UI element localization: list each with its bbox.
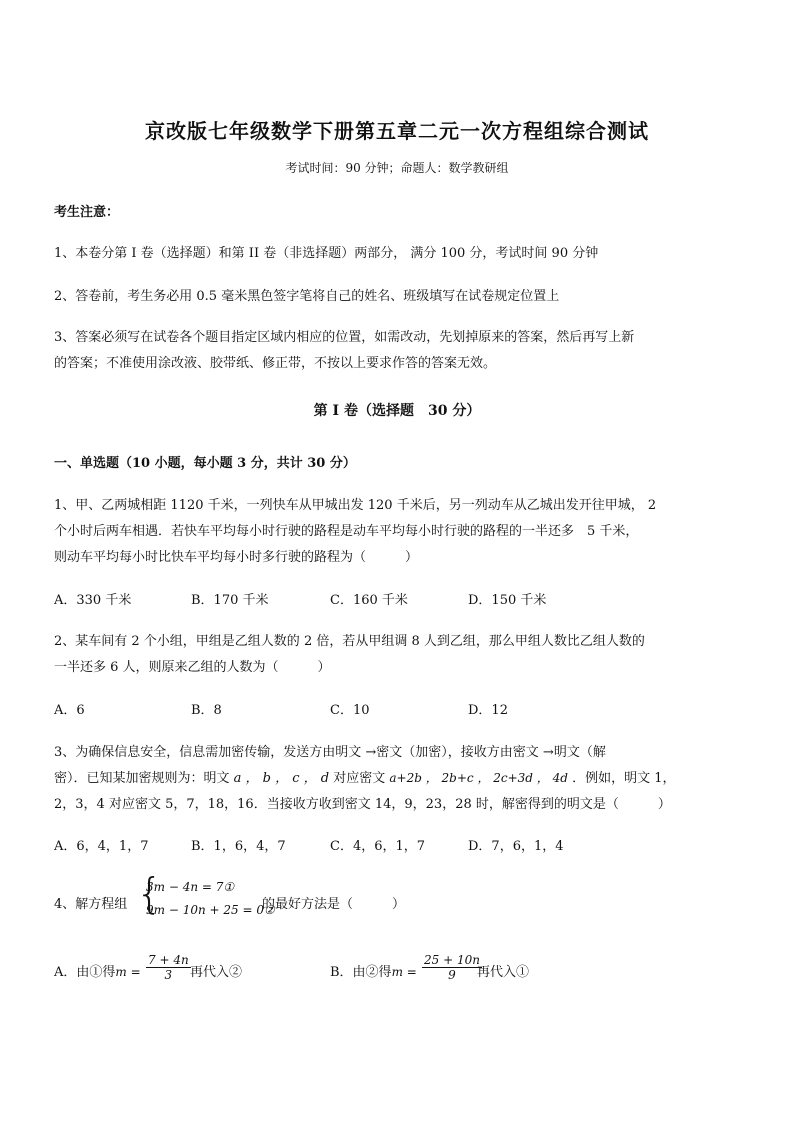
q4-option-b-suffix: 再代入① bbox=[477, 965, 530, 980]
q1-option-d[interactable]: D．150 千米 bbox=[468, 593, 547, 608]
page-subtitle: 考试时间：90 分钟；命题人：数学教研组 bbox=[285, 161, 509, 175]
q3-option-c[interactable]: C．4，6，1，7 bbox=[330, 839, 426, 854]
q1-option-c[interactable]: C．160 千米 bbox=[330, 593, 408, 608]
q4-option-b-fraction bbox=[422, 953, 482, 982]
q4-option-a-fraction bbox=[146, 953, 191, 982]
q3-option-d[interactable]: D．7，6，1，4 bbox=[468, 839, 564, 854]
q3-text: 对应密文 bbox=[329, 771, 390, 786]
question-1-line: 个小时后两车相遇．若快车平均每小时行驶的路程是动车平均每小时行驶的路程的一半还多 5 千米， bbox=[54, 524, 639, 539]
section-title: 第 I 卷（选择题 30 分） bbox=[313, 403, 481, 419]
q2-option-b[interactable]: B．8 bbox=[191, 703, 222, 718]
notice-item: 1、本卷分第 I 卷（选择题）和第 II 卷（非选择题）两部分， 满分 100 分，考试时间 90 分钟 bbox=[54, 246, 599, 261]
notice-item: 2、答卷前，考生务必用 0.5 毫米黑色签字笔将自己的姓名、班级填写在试卷规定位置上 bbox=[54, 289, 560, 304]
page-title: 京改版七年级数学下册第五章二元一次方程组综合测试 bbox=[145, 119, 649, 143]
notice-item: 的答案；不准使用涂改液、胶带纸、修正带，不按以上要求作答的答案无效。 bbox=[54, 356, 497, 371]
q2-option-c[interactable]: C．10 bbox=[330, 703, 370, 718]
question-1-line: 则动车平均每小时比快车平均每小时多行驶的路程为（ ） bbox=[54, 550, 419, 565]
q1-option-a[interactable]: A．330 千米 bbox=[54, 593, 132, 608]
question-2-line: 一半还多 6 人，则原来乙组的人数为（ ） bbox=[54, 660, 331, 675]
q3-plaintext-vars: a ， b ， c ， d bbox=[233, 771, 330, 786]
q2-option-d[interactable]: D．12 bbox=[468, 703, 508, 718]
q4-option-b[interactable] bbox=[330, 961, 417, 980]
fraction-numerator: 25 + 10n bbox=[424, 953, 480, 967]
q4-option-a-prefix: A．由①得 bbox=[54, 965, 116, 980]
question-4-suffix: 的最好方法是（ ） bbox=[262, 897, 406, 912]
question-3-line: 3、为确保信息安全，信息需加密传输，发送方由明文 →密文（加密），接收方由密文 →明文（解 bbox=[54, 745, 606, 760]
question-4-prefix: 4、解方程组 bbox=[54, 897, 128, 912]
equation-1: 3m − 4n = 7① bbox=[146, 880, 235, 894]
q4-option-b-var: m = bbox=[391, 965, 417, 979]
question-2-line: 2、某车间有 2 个小组，甲组是乙组人数的 2 倍，若从甲组调 8 人到乙组，那么甲组人数比乙组人数的 bbox=[54, 634, 645, 649]
question-3-line: 2，3，4 对应密文 5，7，18，16．当接收方收到密文 14，9，23，28 时，解密得到的明文是（ ） bbox=[54, 797, 671, 812]
q3-option-a[interactable]: A．6，4，1，7 bbox=[54, 839, 149, 854]
part-heading: 一、单选题（10 小题，每小题 3 分，共计 30 分） bbox=[54, 456, 356, 471]
equation-brace: { bbox=[136, 869, 163, 918]
q4-option-a[interactable] bbox=[54, 961, 141, 980]
question-1-line: 1、甲、乙两城相距 1120 千米，一列快车从甲城出发 120 千米后，另一列动车从乙城出发开往甲城， 2 bbox=[54, 498, 657, 513]
fraction-denominator: 3 bbox=[164, 968, 173, 982]
q1-option-b[interactable]: B．170 千米 bbox=[191, 593, 269, 608]
equation-2: 9m − 10n + 25 = 0② bbox=[146, 903, 275, 917]
q4-option-b-prefix: B．由②得 bbox=[330, 965, 392, 980]
q3-text: 密）．已知某加密规则为：明文 bbox=[54, 771, 234, 786]
q4-option-a-suffix: 再代入② bbox=[190, 965, 243, 980]
fraction-numerator: 7 + 4n bbox=[148, 953, 189, 967]
q4-option-a-var: m = bbox=[115, 965, 141, 979]
notice-item: 3、答案必须写在试卷各个题目指定区域内相应的位置，如需改动，先划掉原来的答案，然后再写上新 bbox=[54, 330, 635, 345]
q3-text: ．例如，明文 1， bbox=[567, 771, 676, 786]
fraction-denominator: 9 bbox=[448, 968, 456, 982]
q3-cipher-formula: a+2b ， 2b+c ， 2c+3d ， 4d bbox=[389, 771, 568, 785]
q2-option-a[interactable]: A．6 bbox=[54, 703, 85, 718]
notice-heading: 考生注意： bbox=[54, 205, 120, 220]
q3-option-b[interactable]: B．1，6，4，7 bbox=[191, 839, 286, 854]
question-3-line bbox=[54, 767, 676, 786]
